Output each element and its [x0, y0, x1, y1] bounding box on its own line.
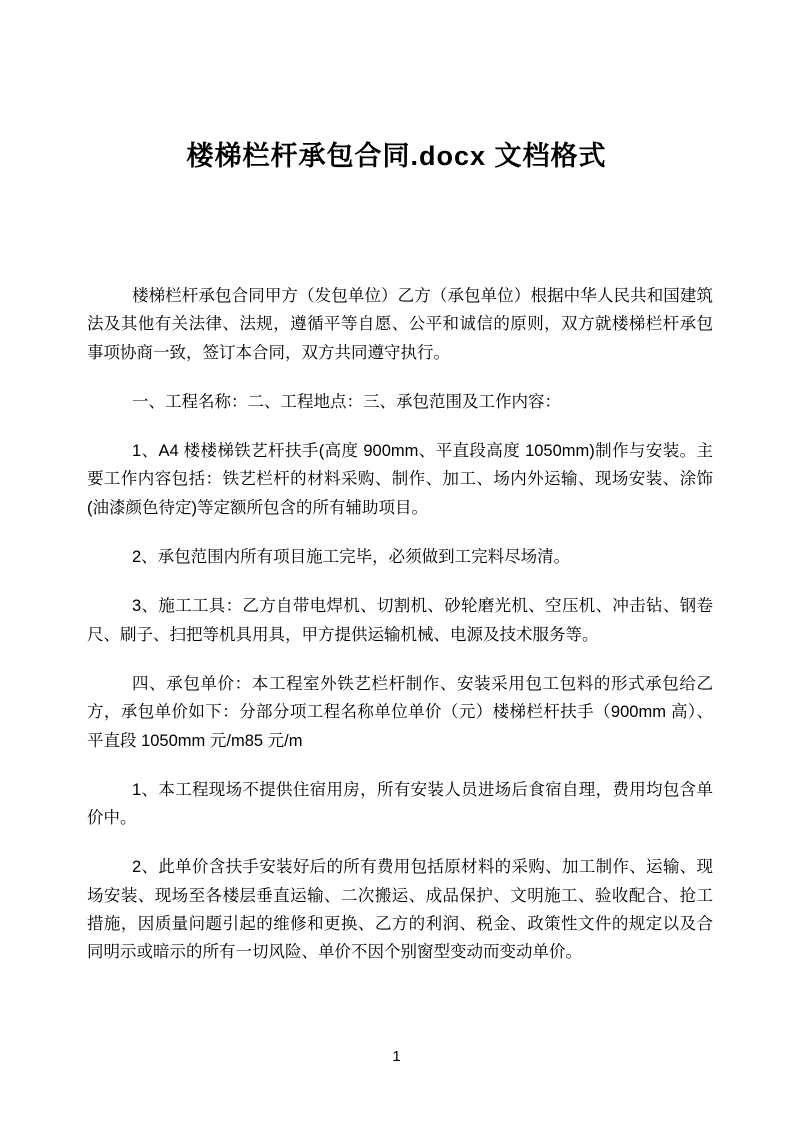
paragraph-scope-item-1: 1、A4 楼楼梯铁艺杆扶手(高度 900mm、平直段高度 1050mm)制作与安装。主要工作内容包括：铁艺栏杆的材料采购、制作、加工、场内外运输、现场安装、涂饰(油漆颜色待定)等定额所包含的所有辅助项目。 [87, 442, 713, 517]
paragraph-section-headings: 一、工程名称：二、工程地点：三、承包范围及工作内容： [132, 392, 561, 411]
paragraph-preamble: 楼梯栏杆承包合同甲方（发包单位）乙方（承包单位）根据中华人民共和国建筑法及其他有关法律、法规，遵循平等自愿、公平和诚信的原则，双方就楼梯栏杆承包事项协商一致，签订本合同，双方共同遵守执行。 [87, 287, 713, 362]
paragraph-scope-item-2: 2、承包范围内所有项目施工完毕，必须做到工完料尽场清。 [132, 548, 571, 567]
paragraph-price-item-2: 2、此单价含扶手安装好后的所有费用包括原材料的采购、加工制作、运输、现场安装、现场至各楼层垂直运输、二次搬运、成品保护、文明施工、验收配合、抢工措施，因质量问题引起的维修和更换、乙方的利润、税金、政策性文件的规定以及合同明示或暗示的所有一切风险、单价不因个别窗型变动而变动单价。 [87, 858, 713, 962]
paragraph-price-item-1: 1、本工程现场不提供住宿用房，所有安装人员进场后食宿自理，费用均包含单价中。 [87, 780, 713, 828]
paragraph-scope-item-3: 3、施工工具：乙方自带电焊机、切割机、砂轮磨光机、空压机、冲击钻、钢卷尺、刷子、扫把等机具用具，甲方提供运输机械、电源及技术服务等。 [87, 597, 713, 644]
page-number: 1 [392, 1048, 401, 1065]
paragraph-unit-price-section: 四、承包单价：本工程室外铁艺栏杆制作、安装采用包工包料的形式承包给乙方，承包单价如下：分部分项工程名称单位单价（元）楼梯栏杆扶手（900mm 高）、平直段 1050mm 元/m85 元/m [87, 674, 713, 750]
document-title: 楼梯栏杆承包合同.docx 文档格式 [186, 141, 607, 171]
document-body [87, 282, 713, 988]
